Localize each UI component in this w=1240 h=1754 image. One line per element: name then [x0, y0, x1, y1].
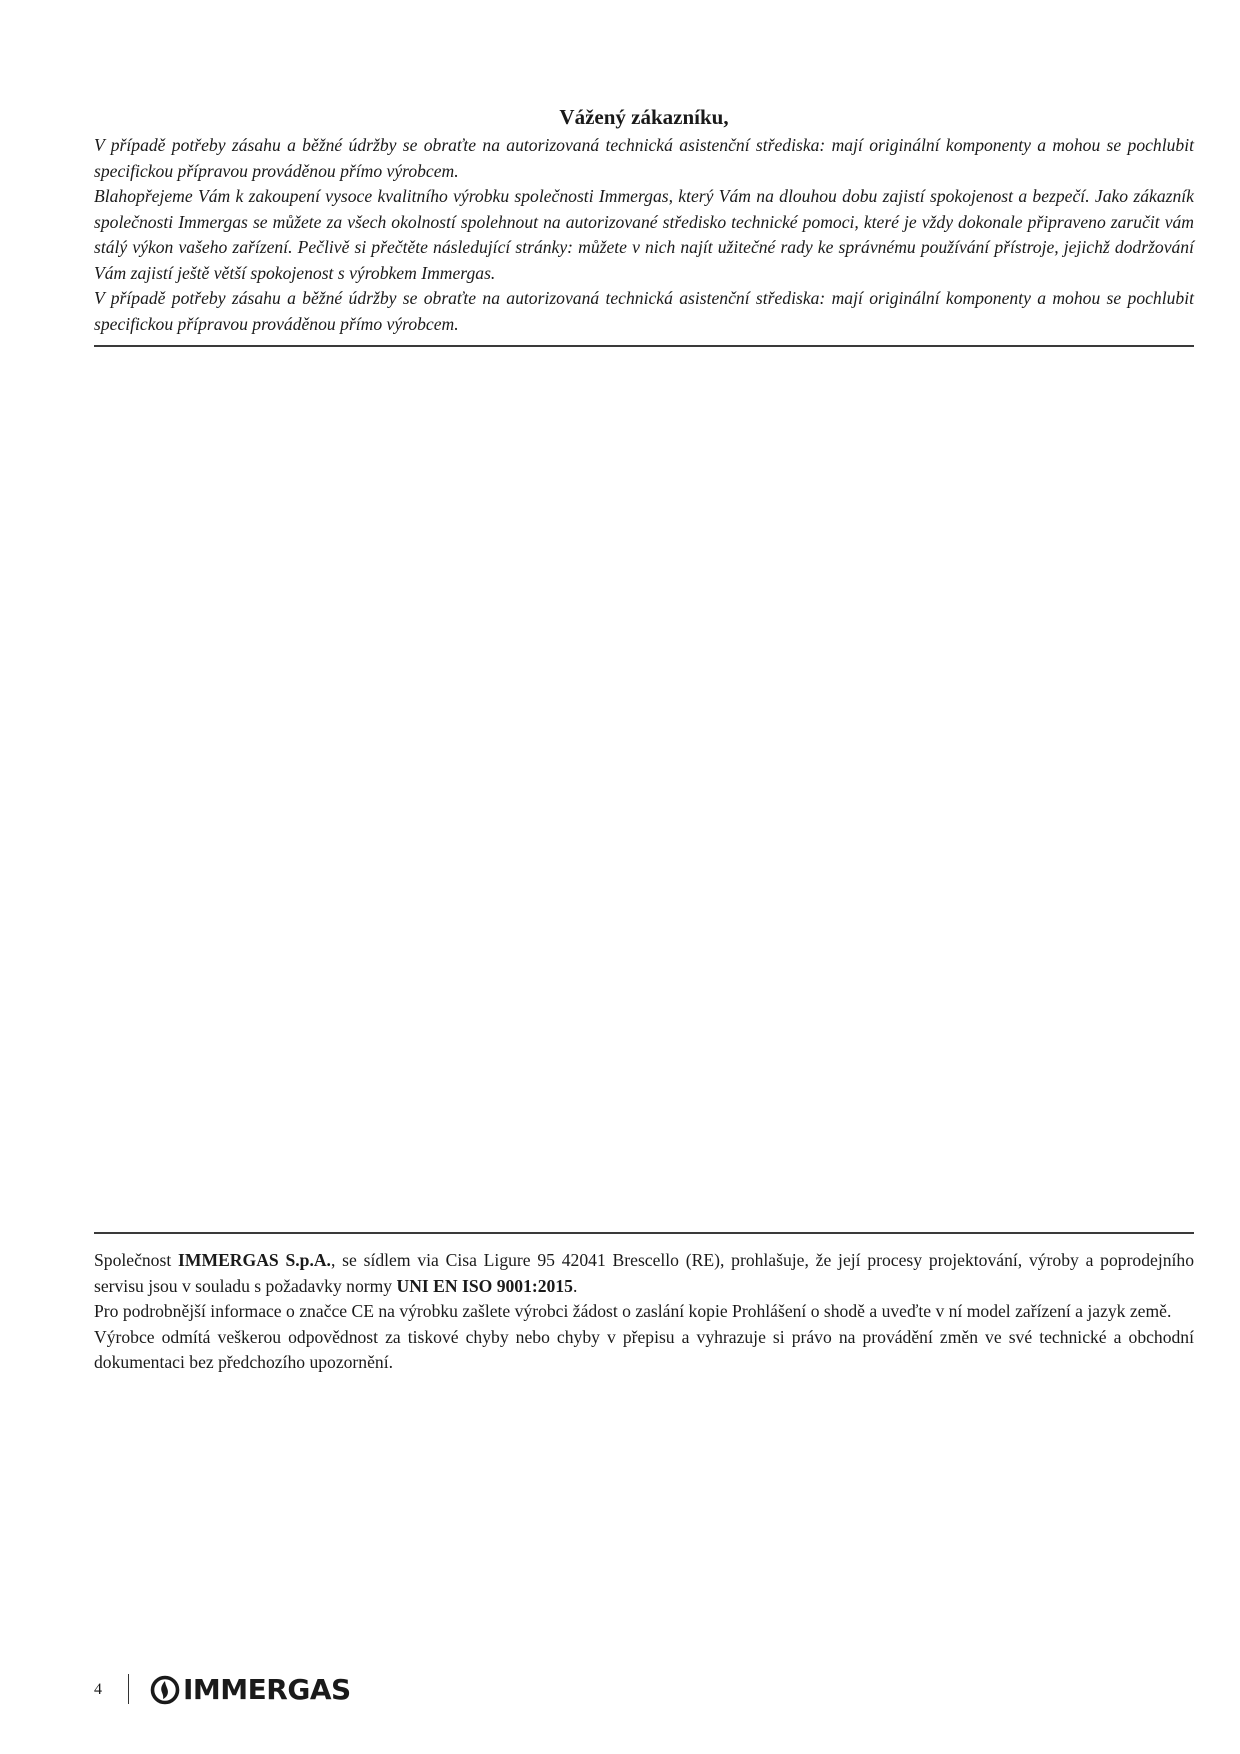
quality-declaration [94, 1248, 1194, 1299]
page-number: 4 [94, 1681, 102, 1698]
intro-section [94, 103, 1194, 337]
immergas-flame-logo-icon [150, 1675, 180, 1705]
declaration-middle: , se sídlem via Cisa Ligure 95 42041 Brescello (RE), prohlašuje, že její procesy projektování, výroby a poprodejního servisu jsou v souladu s požadavky normy [94, 1250, 1195, 1296]
greeting-title: Vážený zákazníku, [559, 105, 729, 129]
intro-paragraph-2: Blahopřejeme Vám k zakoupení vysoce kvalitního výrobku společnosti Immergas, který Vám na dlouhou dobu zajistí spokojenost a bezpečí. Jako zákazník společnosti Immergas se můžete za všech okolností spolehnout na autorizované středisko technické pomoci, které je vždy dokonale připraveno zaručit vám stálý výkon vašeho zařízení. Pečlivě si přečtěte následující stránky: můžete v nich najít užitečné rady ke správnému používání přístroje, jejichž dodržování Vám zajistí ještě větší spokojenost s výrobkem Immergas. [94, 186, 1194, 283]
footer-info-section [94, 1248, 1194, 1376]
disclaimer: Výrobce odmítá veškerou odpovědnost za tiskové chyby nebo chyby v přepisu a vyhrazuje si právo na provádění změn ve své technické a obchodní dokumentaci bez předchozího upozornění. [94, 1326, 1194, 1372]
intro-paragraph-3: V případě potřeby zásahu a běžné údržby se obraťte na autorizovaná technická asistenční střediska: mají originální komponenty a mohou se pochlubit specifickou přípravou prováděnou přímo výrobcem. [94, 288, 1194, 334]
intro-paragraph-1: V případě potřeby zásahu a běžné údržby se obraťte na autorizovaná technická asistenční střediska: mají originální komponenty a mohou se pochlubit specifickou přípravou prováděnou přímo výrobcem. [94, 135, 1194, 181]
page-number-divider [128, 1674, 129, 1704]
immergas-logo [150, 1674, 351, 1706]
declaration-prefix: Společnost [94, 1250, 179, 1270]
top-divider [94, 345, 1194, 347]
iso-norm: UNI EN ISO 9001:2015 [396, 1275, 573, 1296]
logo-wordmark: IMMERGAS [183, 1673, 351, 1706]
company-name: IMMERGAS S.p.A. [178, 1250, 331, 1270]
declaration-suffix: . [572, 1275, 578, 1296]
bottom-divider [94, 1232, 1194, 1234]
ce-info: Pro podrobnější informace o značce CE na výrobku zašlete výrobci žádost o zaslání kopie Prohlášení o shodě a uveďte v ní model zařízení a jazyk země. [94, 1301, 1172, 1321]
